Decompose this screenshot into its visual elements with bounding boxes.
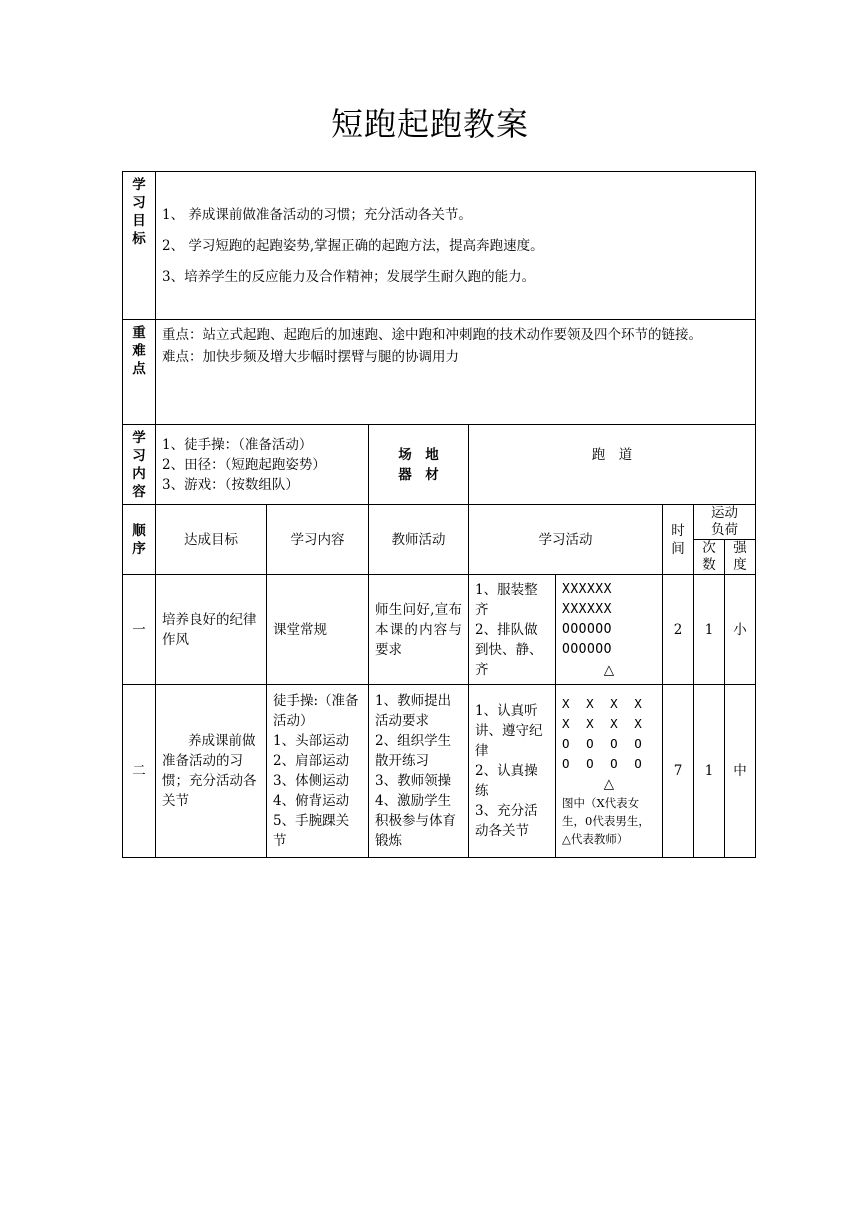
- focus-text: 重点：站立式起跑、起跑后的加速跑、途中跑和冲刺跑的技术动作要领及四个环节的链接。: [162, 327, 702, 343]
- content-item: 3、游戏：（按数组队）: [162, 476, 299, 493]
- content-cell: [156, 425, 369, 505]
- row-content: 课堂常规: [267, 575, 369, 685]
- row-count: 1: [694, 685, 725, 858]
- formation-diagram: X X X X X X X X O O O O O O O O: [562, 696, 643, 771]
- header-content: 学习内容: [267, 505, 369, 575]
- row-student: 1、服装整齐 2、排队做到快、静、齐: [469, 575, 556, 685]
- row-intensity: 小: [725, 575, 756, 685]
- goal-item: 3、培养学生的反应能力及合作精神；发展学生耐久跑的能力。: [162, 268, 536, 285]
- header-teacher: 教师活动: [369, 505, 469, 575]
- header-order: 顺序: [123, 505, 156, 575]
- row-content: 徒手操:（准备活动） 1、头部运动 2、肩部运动 3、体侧运动 4、俯背运动 5、手腕踝关节: [267, 685, 369, 858]
- venue-value: 跑 道: [469, 425, 756, 505]
- header-time: 时间: [663, 505, 694, 575]
- row-goal: 养成课前做准备活动的习惯；充分活动各关节: [156, 685, 267, 858]
- row-goal: 培养良好的纪律作风: [156, 575, 267, 685]
- page-title: 短跑起跑教案: [330, 105, 529, 143]
- lesson-plan-table: [122, 171, 756, 858]
- row-time: 2: [663, 575, 694, 685]
- row-order: 二: [123, 685, 156, 858]
- goal-item: 1、 养成课前做准备活动的习惯；充分活动各关节。: [162, 206, 472, 223]
- row-teacher: 师生问好,宣布本课的内容与要求: [369, 575, 469, 685]
- formation-diagram: XXXXXX XXXXXX OOOOOO OOOOOO: [562, 581, 612, 657]
- content-item: 1、徒手操：（准备活动）: [162, 436, 313, 453]
- goals-label: 学 习 目 标: [123, 172, 156, 320]
- row-formation: [556, 685, 663, 858]
- header-count: 次数: [694, 540, 725, 575]
- difficulty-text: 难点：加快步频及增大步幅时摆臂与腿的协调用力: [162, 349, 459, 365]
- row-formation: [556, 575, 663, 685]
- header-student: 学习活动: [469, 505, 663, 575]
- table-row: [123, 685, 756, 858]
- row-intensity: 中: [725, 685, 756, 858]
- goal-item: 2、 学习短跑的起跑姿势,掌握正确的起跑方法，提高奔跑速度。: [162, 237, 544, 254]
- table-row: [123, 575, 756, 685]
- content-label: 学 习 内 容: [123, 425, 156, 505]
- venue-label: 场 地 器 材: [369, 425, 469, 505]
- key-points-cell: [156, 320, 756, 425]
- header-goal: 达成目标: [156, 505, 267, 575]
- formation-legend: 图中（X代表女生，0代表男生，△代表教师）: [562, 796, 650, 846]
- content-item: 2、田径：（短跑起跑姿势）: [162, 456, 326, 473]
- row-time: 7: [663, 685, 694, 858]
- goals-cell: [156, 172, 756, 320]
- key-points-label: 重 难 点: [123, 320, 156, 425]
- row-student: 1、认真听讲、遵守纪律 2、认真操练 3、充分活动各关节: [469, 685, 556, 858]
- teacher-triangle-icon: △: [603, 776, 615, 792]
- teacher-triangle-icon: △: [603, 661, 615, 678]
- row-teacher: 1、教师提出活动要求 2、组织学生散开练习 3、教师领操 4、激励学生积极参与体育锻炼: [369, 685, 469, 858]
- header-intensity: 强度: [725, 540, 756, 575]
- row-order: 一: [123, 575, 156, 685]
- row-count: 1: [694, 575, 725, 685]
- header-load: 运动负荷: [694, 505, 756, 540]
